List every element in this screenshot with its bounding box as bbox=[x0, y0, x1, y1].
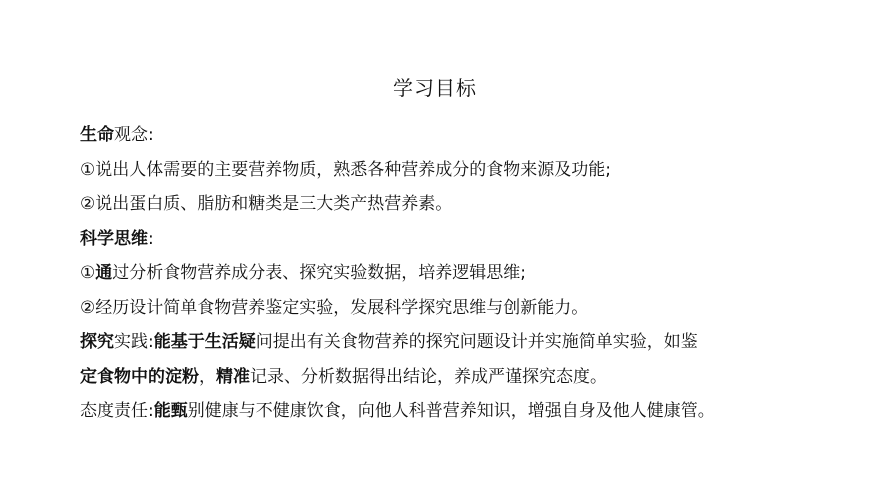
text-segment: ①说出人体需要的主要营养物质，熟悉各种营养成分的食物来源及功能; bbox=[80, 159, 611, 180]
page-title: 学习目标 bbox=[393, 76, 477, 100]
text-segment: ②经历设计简单食物营养鉴定实验，发展科学探究思维与创新能力。 bbox=[80, 297, 589, 318]
text-segment: ②说出蛋白质、脂肪和糖类是三大类产热营养素。 bbox=[80, 194, 453, 214]
objective-line bbox=[80, 153, 860, 188]
objective-line bbox=[80, 187, 860, 222]
bold-text-segment: 精准 bbox=[216, 366, 250, 387]
objectives-list bbox=[80, 118, 860, 429]
objective-line bbox=[80, 325, 860, 360]
bold-text-segment: 通 bbox=[95, 263, 113, 283]
text-segment: 记录、分析数据得出结论，养成严谨探究态度。 bbox=[250, 366, 607, 387]
objective-line bbox=[80, 256, 860, 291]
text-segment: 实践: bbox=[114, 332, 154, 352]
text-segment: 过分析食物营养成分表、探究实验数据，培养逻辑思维; bbox=[112, 263, 526, 283]
text-segment: 观念: bbox=[114, 125, 154, 145]
bold-text-segment: 探究 bbox=[80, 332, 114, 352]
text-segment: 问提出有关食物营养的探究问题设计并实施简单实验，如鉴 bbox=[255, 332, 698, 352]
text-segment: : bbox=[148, 228, 154, 249]
bold-text-segment: 定食物中的淀粉 bbox=[80, 366, 199, 387]
text-segment: 态度责任: bbox=[80, 401, 154, 421]
objective-line bbox=[80, 291, 860, 326]
bold-text-segment: 科学思维 bbox=[80, 228, 148, 249]
bold-text-segment: 能基于生活疑 bbox=[153, 332, 256, 352]
text-segment: ， bbox=[199, 366, 216, 387]
objective-line bbox=[80, 394, 860, 429]
objective-line bbox=[80, 118, 860, 153]
objective-line bbox=[80, 360, 860, 395]
objective-line bbox=[80, 222, 860, 257]
bold-text-segment: 能甄 bbox=[153, 401, 188, 421]
text-segment: ① bbox=[80, 263, 96, 283]
text-segment: 别健康与不健康饮食，向他人科普营养知识，增强自身及他人健康管。 bbox=[187, 401, 715, 421]
bold-text-segment: 生命 bbox=[80, 125, 114, 145]
